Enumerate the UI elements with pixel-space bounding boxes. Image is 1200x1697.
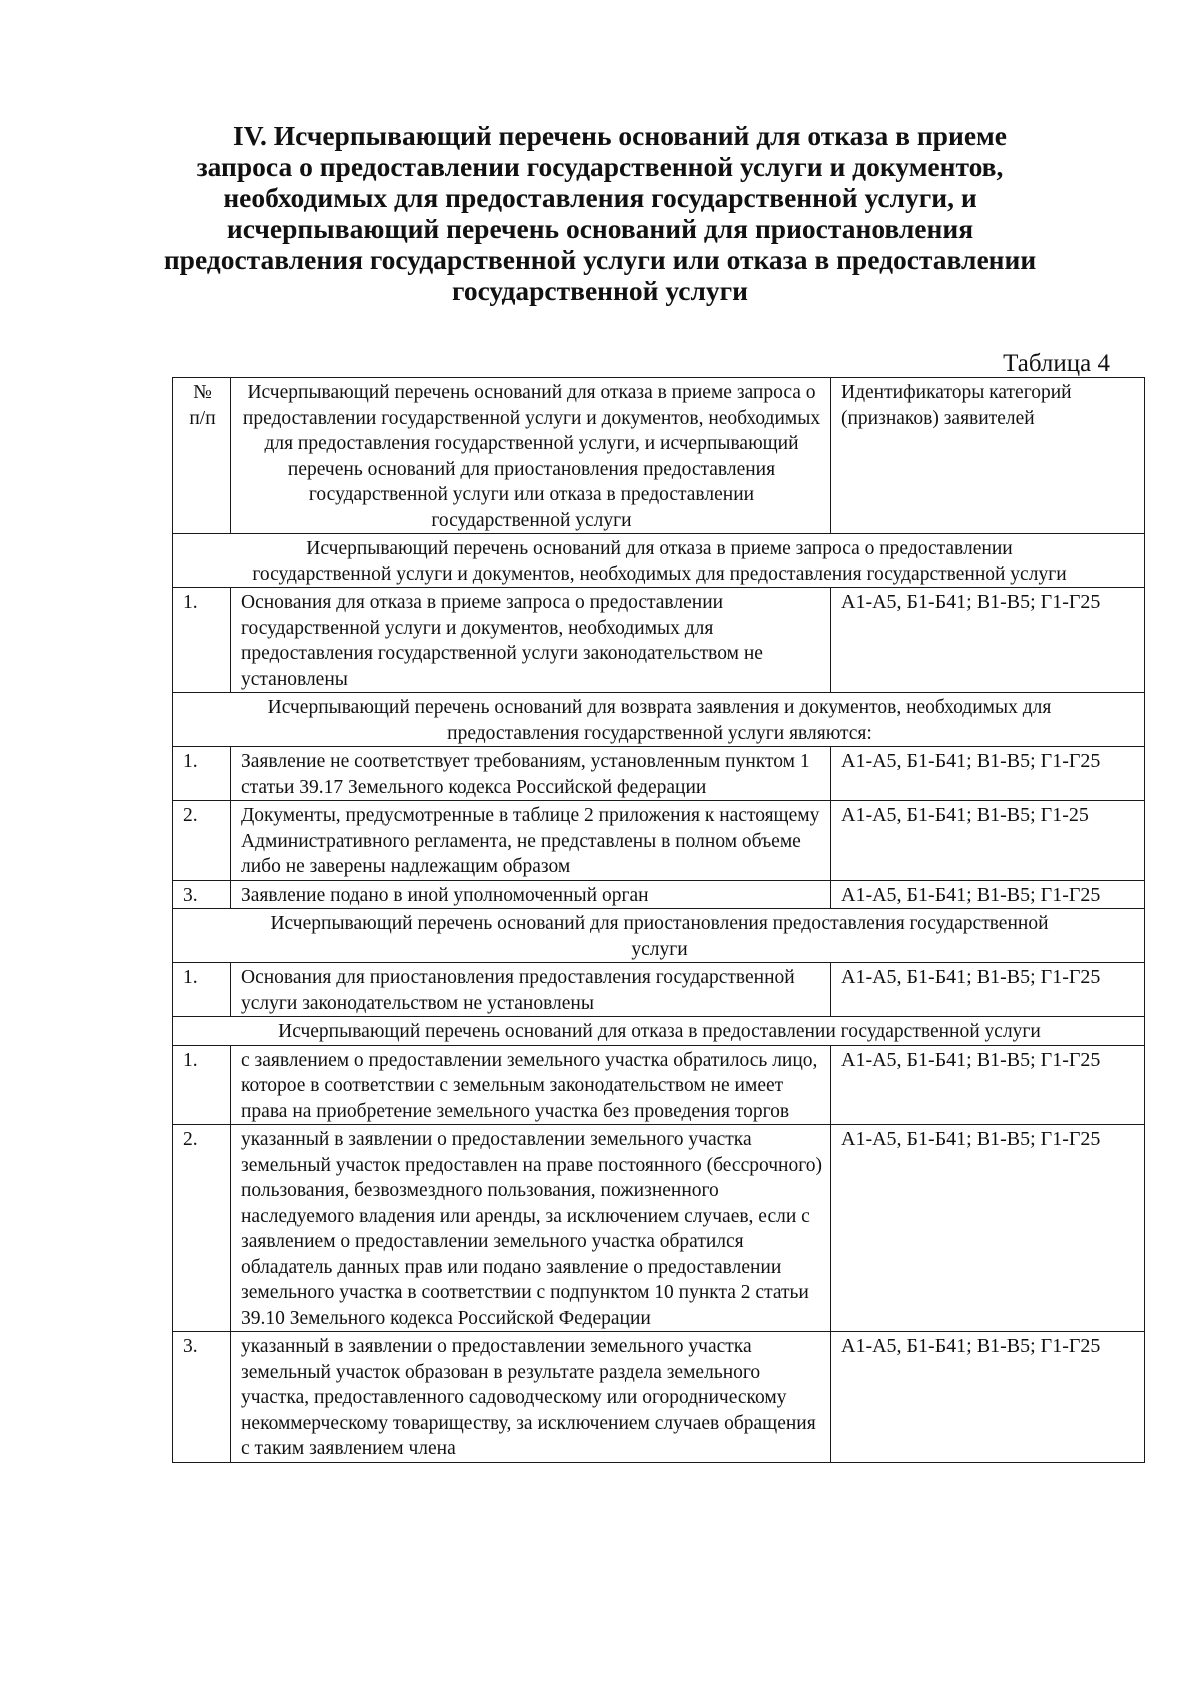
row-categories: А1-А5, Б1-Б41; В1-В5; Г1-Г25 (831, 1332, 1145, 1463)
table-row (173, 801, 1145, 881)
header-category-cell: Идентификаторы категорий (признаков) заявителей (831, 378, 1145, 534)
row-text: с заявлением о предоставлении земельного участка обратилось лицо, которое в соответствии с земельным законодательством не имеет права на приобретение земельного участка без проведения торгов (231, 1045, 831, 1125)
row-text: Заявление не соответствует требованиям, установленным пунктом 1 статьи 39.17 Земельного кодекса Российской федерации (231, 747, 831, 801)
table-row (173, 1045, 1145, 1125)
row-text: Основания для отказа в приеме запроса о предоставлении государственной услуги и документов, необходимых для предоставления государственной услуги законодательством не установлены (231, 588, 831, 693)
heading-line: необходимых для предоставления государственной услуги, и (223, 182, 977, 213)
row-number: 3. (173, 1332, 231, 1463)
heading-line: предоставления государственной услуги или отказа в предоставлении (163, 244, 1037, 275)
row-categories: А1-А5, Б1-Б41; В1-В5; Г1-Г25 (831, 880, 1145, 909)
row-text: Документы, предусмотренные в таблице 2 приложения к настоящему Административного регламента, не представлены в полном объеме либо не заверены надлежащим образом (231, 801, 831, 881)
section-title-line: Исчерпывающий перечень оснований для отказа в приеме запроса о предоставлении (306, 538, 1013, 559)
header-num-symbol: № (193, 382, 212, 403)
section-title-line: государственной услуги и документов, необходимых для предоставления государственной услуги (252, 563, 1067, 585)
row-categories: А1-А5, Б1-Б41; В1-В5; Г1-Г25 (831, 747, 1145, 801)
section-title (173, 534, 1145, 588)
section-heading (150, 120, 1050, 306)
row-categories: А1-А5, Б1-Б41; В1-В5; Г1-Г25 (831, 1125, 1145, 1332)
row-text: Заявление подано в иной уполномоченный орган (231, 880, 831, 909)
row-categories: А1-А5, Б1-Б41; В1-В5; Г1-Г25 (831, 1045, 1145, 1125)
row-number: 1. (173, 588, 231, 693)
row-number: 3. (173, 880, 231, 909)
header-num-abbrev: п/п (189, 407, 216, 429)
table-row (173, 880, 1145, 909)
table-row (173, 1332, 1145, 1463)
section-row (173, 693, 1145, 747)
row-number: 2. (173, 1125, 231, 1332)
row-text: указанный в заявлении о предоставлении земельного участка земельный участок образован в результате раздела земельного участка, предоставленного садоводческому или огородническому некоммерческому товариществу, за исключением случаев обращения с таким заявлением члена (231, 1332, 831, 1463)
header-text-cell: Исчерпывающий перечень оснований для отказа в приеме запроса о предоставлении государственной услуги и документов, необходимых для предоставления государственной услуги, и исчерпывающий перечень оснований для приостановления предоставления государственной услуги или отказа в предоставлении государственной услуги (231, 378, 831, 534)
table-label: Таблица 4 (1003, 350, 1110, 377)
row-number: 1. (173, 963, 231, 1017)
header-num-cell (173, 378, 231, 534)
section-row (173, 1017, 1145, 1046)
section-title-line: предоставления государственной услуги являются: (447, 722, 872, 744)
heading-line: исчерпывающий перечень оснований для приостановления (226, 213, 974, 244)
row-text: указанный в заявлении о предоставлении земельного участка земельный участок предоставлен на праве постоянного (бессрочного) пользования, безвозмездного пользования, пожизненного наследуемого владения или аренды, за исключением случаев, если с заявлением о предоставлении земельного участка обратился обладатель данных прав или подано заявление о предоставлении земельного участка в соответствии с подпунктом 10 пункта 2 статьи 39.10 Земельного кодекса Российской Федерации (231, 1125, 831, 1332)
section-title-line: Исчерпывающий перечень оснований для отказа в предоставлении государственной услуги (278, 1021, 1041, 1042)
row-text: Основания для приостановления предоставления государственной услуги законодательством не установлены (231, 963, 831, 1017)
row-number: 2. (173, 801, 231, 881)
row-number: 1. (173, 1045, 231, 1125)
section-title-line: услуги (631, 938, 688, 960)
heading-line: государственной услуги (452, 275, 748, 306)
table-header-row (173, 378, 1145, 534)
section-title (173, 1017, 1145, 1046)
section-title-line: Исчерпывающий перечень оснований для возврата заявления и документов, необходимых для (267, 697, 1052, 718)
section-row (173, 909, 1145, 963)
section-title (173, 693, 1145, 747)
grounds-table (172, 377, 1145, 1463)
row-number: 1. (173, 747, 231, 801)
section-row (173, 534, 1145, 588)
section-title-line: Исчерпывающий перечень оснований для приостановления предоставления государственной (270, 913, 1049, 934)
row-categories: А1-А5, Б1-Б41; В1-В5; Г1-Г25 (831, 963, 1145, 1017)
table-row (173, 1125, 1145, 1332)
row-categories: А1-А5, Б1-Б41; В1-В5; Г1-Г25 (831, 588, 1145, 693)
table-row (173, 747, 1145, 801)
section-title (173, 909, 1145, 963)
table-row (173, 963, 1145, 1017)
row-categories: А1-А5, Б1-Б41; В1-В5; Г1-25 (831, 801, 1145, 881)
heading-line: IV. Исчерпывающий перечень оснований для отказа в приеме (233, 120, 1007, 151)
heading-line: запроса о предоставлении государственной услуги и документов, (196, 151, 1004, 182)
table-row (173, 588, 1145, 693)
